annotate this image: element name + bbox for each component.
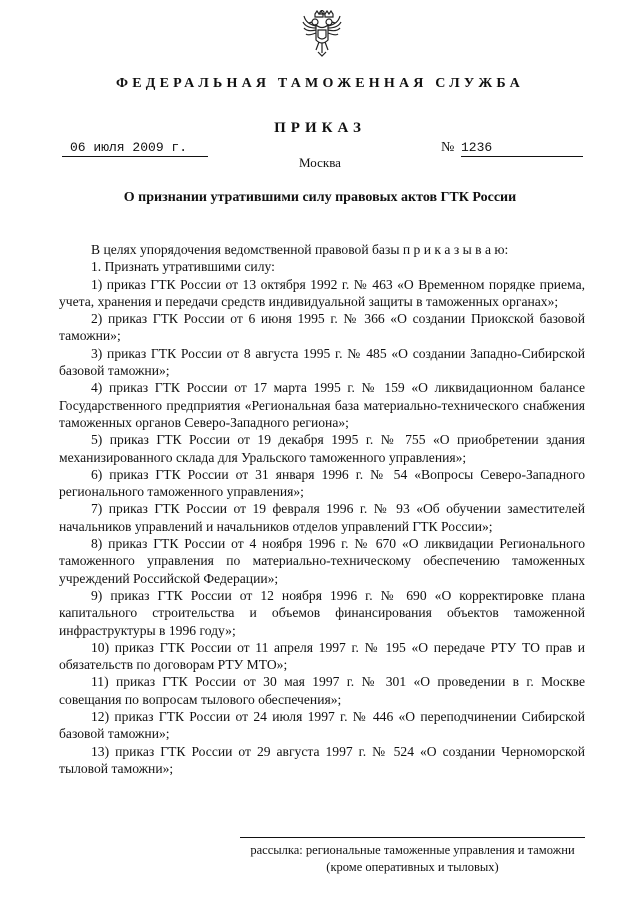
list-item: 6) приказ ГТК России от 31 января 1996 г. № 54 «Вопросы Северо-Западного регионального таможенного управления»; <box>59 466 585 500</box>
list-item: 7) приказ ГТК России от 19 февраля 1996 г. № 93 «Об обучении заместителей начальников управлений и начальников отделов управлений ГТК России»; <box>59 501 585 534</box>
city: Москва <box>299 155 341 170</box>
list-item: 8) приказ ГТК России от 4 ноября 1996 г. № 670 «О ликвидации Регионального таможенного управления по материально-техническому обеспечению таможенных учреждений Российской Федерации»; <box>59 536 585 586</box>
document-type: ПРИКАЗ <box>274 120 366 136</box>
document-title: О признании утратившими силу правовых актов ГТК России <box>123 190 517 205</box>
mailing-list <box>240 842 585 876</box>
preamble-paragraph: В целях упорядочения ведомственной правовой базы п р и к а з ы в а ю: <box>91 242 509 257</box>
mailing-line: (кроме оперативных и тыловых) <box>326 860 499 874</box>
list-item: 2) приказ ГТК России от 6 июня 1995 г. № 366 «О создании Приокской базовой таможни»; <box>59 311 585 344</box>
list-item: 4) приказ ГТК России от 17 марта 1995 г. № 159 «О ликвидационном балансе Государственного предприятия «Региональная база материально-технического снабжения таможенных органов Северо-Западного региона»; <box>59 380 585 430</box>
agency-name: ФЕДЕРАЛЬНАЯ ТАМОЖЕННАЯ СЛУЖБА <box>116 76 524 91</box>
list-item: 10) приказ ГТК России от 11 апреля 1997 г. № 195 «О передаче РТУ ТО прав и обязательств по договорам РТУ МТО»; <box>59 639 585 673</box>
list-item: 13) приказ ГТК России от 29 августа 1997 г. № 524 «О создании Черноморской тыловой таможни»; <box>59 743 585 776</box>
mailing-line: рассылка: региональные таможенные управления и таможни <box>250 843 575 857</box>
document-body <box>59 241 585 777</box>
state-emblem-icon <box>302 10 342 58</box>
footer-divider <box>240 837 585 838</box>
order-number: 1236 <box>461 140 583 157</box>
list-item: 11) приказ ГТК России от 30 мая 1997 г. № 301 «О проведении в г. Москве совещания по вопросам тылового обеспечения»; <box>59 674 585 707</box>
list-item: 1) приказ ГТК России от 13 октября 1992 г. № 463 «О Временном порядке приема, учета, хранения и передачи средств индивидуальной защиты в таможенных органах»; <box>59 276 585 309</box>
number-sign: № <box>441 140 455 155</box>
list-item: 3) приказ ГТК России от 8 августа 1995 г. № 485 «О создании Западно-Сибирской базовой таможни»; <box>59 345 585 379</box>
clause-paragraph: 1. Признать утратившими силу: <box>91 259 275 275</box>
list-item: 9) приказ ГТК России от 12 ноября 1996 г. № 690 «О корректировке плана капитального строительства и объемов финансирования объектов таможенной инфраструктуры в 1996 году»; <box>59 587 585 638</box>
order-date: 06 июля 2009 г. <box>62 140 208 157</box>
list-item: 5) приказ ГТК России от 19 декабря 1995 г. № 755 «О приобретении здания механизированного склада для Уральского таможенного управления»; <box>59 432 585 465</box>
list-item: 12) приказ ГТК России от 24 июля 1997 г. № 446 «О переподчинении Сибирской базовой таможни»; <box>59 709 585 742</box>
